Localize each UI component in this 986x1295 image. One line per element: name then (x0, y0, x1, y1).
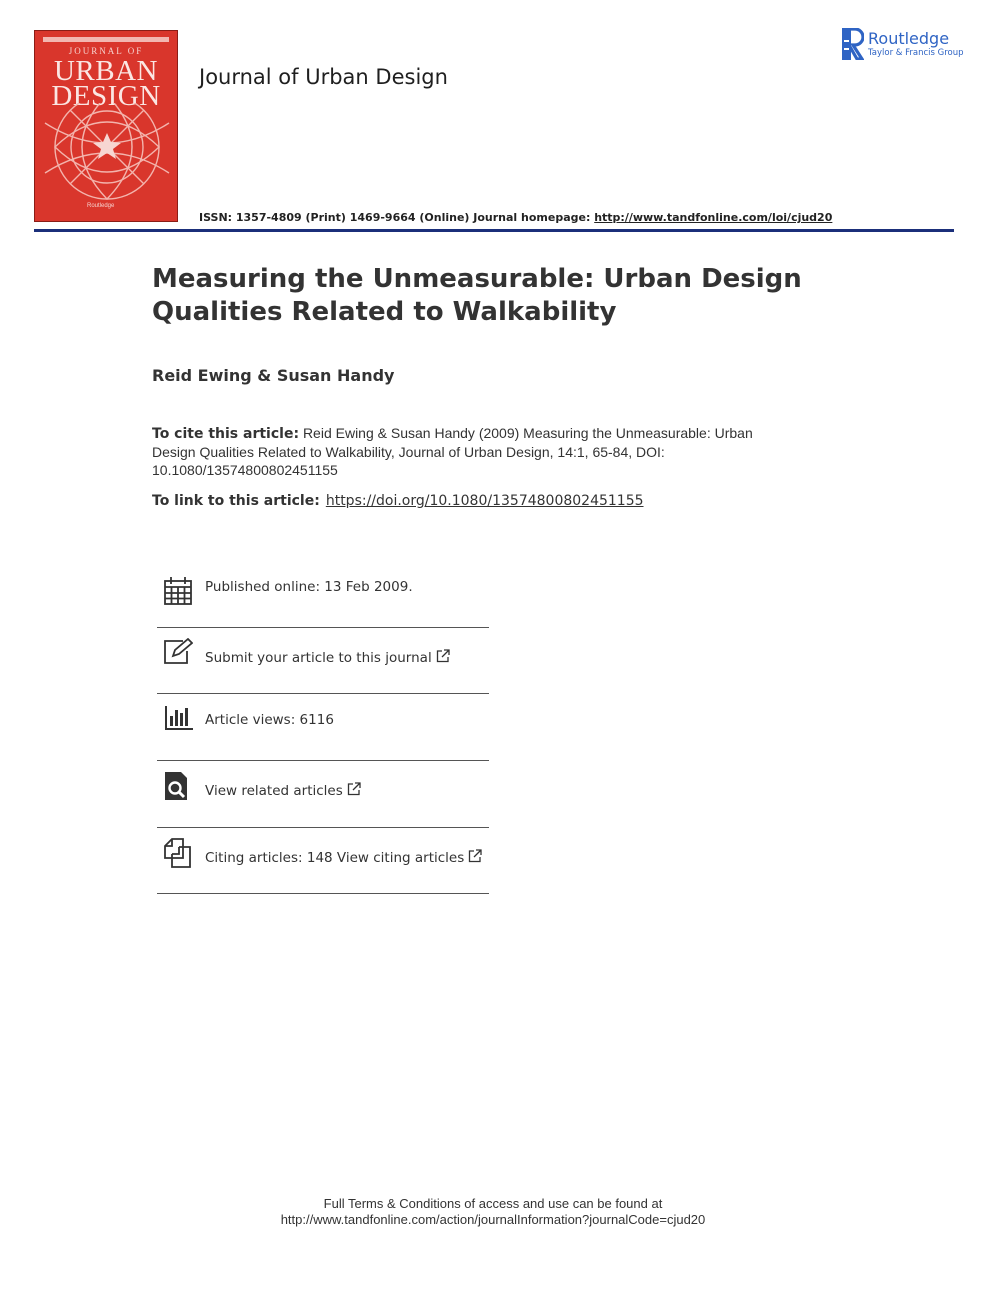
publisher-name: Routledge (868, 29, 950, 48)
submit-article-label: Submit your article to this journal (205, 650, 432, 666)
edit-icon (163, 638, 193, 668)
journal-cover (34, 30, 178, 222)
publisher-subtitle: Taylor & Francis Group (868, 48, 964, 58)
article-views: Article views: 6116 (205, 712, 334, 728)
submit-article-item[interactable] (157, 634, 489, 700)
article-authors: Reid Ewing & Susan Handy (152, 366, 395, 385)
copy-documents-icon (163, 838, 193, 868)
footer (0, 1196, 986, 1228)
footer-terms: Full Terms & Conditions of access and use can be found at (323, 1196, 663, 1211)
cover-publisher-mark: Routledge (87, 203, 115, 209)
related-articles-link[interactable] (205, 782, 361, 799)
published-date: Published online: 13 Feb 2009. (205, 579, 413, 595)
info-divider (157, 827, 489, 828)
published-info (157, 566, 489, 632)
article-title: Measuring the Unmeasurable: Urban Design Qualities Related to Walkability (152, 264, 802, 327)
info-divider (157, 893, 489, 894)
citation-label: To cite this article: (152, 426, 300, 442)
journal-homepage-link[interactable]: http://www.tandfonline.com/loi/cjud20 (594, 211, 833, 224)
issn-text: ISSN: 1357-4809 (Print) 1469-9664 (Online) Journal homepage: (199, 211, 595, 224)
article-link-row (152, 493, 644, 509)
doi-link[interactable]: https://doi.org/10.1080/13574800802451155 (325, 493, 644, 509)
citing-articles-label: Citing articles: 148 View citing articles (205, 850, 465, 866)
journal-title[interactable]: Journal of Urban Design (199, 65, 448, 89)
related-articles-item[interactable] (157, 767, 489, 833)
external-link-icon (347, 782, 361, 796)
related-articles-label: View related articles (205, 783, 343, 799)
citing-articles-item[interactable] (157, 834, 489, 900)
external-link-icon (436, 649, 450, 663)
calendar-icon (163, 576, 193, 606)
cover-title-line2: DESIGN (51, 80, 161, 112)
issn-line (199, 211, 832, 224)
info-divider (157, 760, 489, 761)
info-divider (157, 627, 489, 628)
bar-chart-icon (163, 704, 193, 734)
citation-text: Reid Ewing & Susan Handy (2009) Measuring the Unmeasurable: Urban Design Qualities Related to Walkability, Journal of Urban Design, 14:1, 65-84, DOI: 10.1080/13574800802451155 (152, 425, 753, 478)
article-link-label: To link to this article: (152, 493, 320, 509)
cover-title-line1: URBAN (53, 55, 158, 87)
article-views-item (157, 700, 489, 766)
submit-article-link[interactable] (205, 649, 450, 666)
info-divider (157, 693, 489, 694)
citation-block (152, 424, 792, 479)
external-link-icon (468, 849, 482, 863)
header-divider (34, 229, 954, 232)
search-document-icon (163, 771, 193, 801)
citing-articles-link[interactable] (205, 849, 482, 866)
cover-journal-of: JOURNAL OF (68, 46, 144, 56)
footer-terms-url[interactable]: http://www.tandfonline.com/action/journalInformation?journalCode=cjud20 (280, 1212, 706, 1227)
cover-pattern (35, 103, 178, 203)
routledge-logo-icon (842, 28, 864, 60)
cover-top-band (43, 37, 169, 42)
cover-title (35, 55, 177, 112)
